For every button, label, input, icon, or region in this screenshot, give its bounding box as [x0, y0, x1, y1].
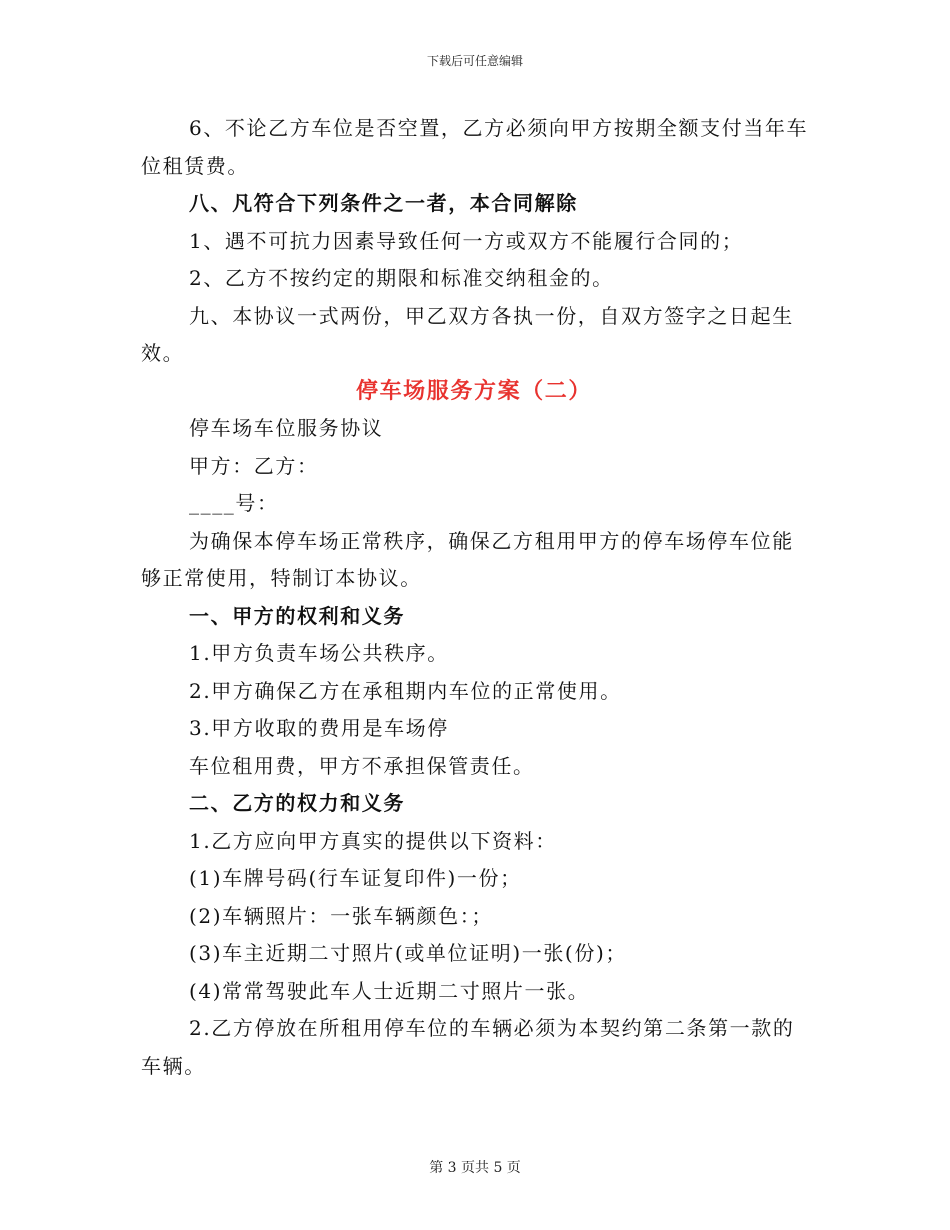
clause-6-line-1: 6、不论乙方车位是否空置，乙方必须向甲方按期全额支付当年车 [189, 116, 809, 140]
section-2-sub-4: (4)常常驾驶此车人士近期二寸照片一张。 [189, 978, 590, 1003]
section-1-item-3-cont: 车位租用费，甲方不承担保管责任。 [189, 753, 535, 778]
section-1-item-3: 3.甲方收取的费用是车场停 [189, 716, 449, 740]
section-2-sub-2: (2)车辆照片：一张车辆颜色：； [189, 903, 493, 928]
section-2-heading: 二、乙方的权力和义务 [189, 791, 405, 815]
document-body [141, 110, 807, 1085]
section-9-line-1: 九、本协议一式两份，甲乙双方各执一份，自双方签字之日起生 [189, 303, 794, 328]
number-line: ____号： [189, 491, 279, 515]
agreement-subtitle: 停车场车位服务协议 [189, 416, 384, 440]
page-footer: 第 3 页共 5 页 [429, 1160, 521, 1176]
section-2-item-2-line-1: 2.乙方停放在所租用停车位的车辆必须为本契约第二条第一款的 [189, 1016, 795, 1040]
section-8-heading: 八、凡符合下列条件之一者，本合同解除 [189, 191, 578, 215]
section-9-line-2: 效。 [141, 341, 185, 365]
section-2-item-2-line-2: 车辆。 [141, 1053, 206, 1078]
section-1-heading: 一、甲方的权利和义务 [189, 603, 405, 628]
page-header-note: 下载后可任意编辑 [426, 54, 523, 68]
parties-line: 甲方：乙方： [189, 453, 319, 478]
section-2-sub-1: (1)车牌号码(行车证复印件)一份； [189, 866, 522, 890]
intro-line-2: 够正常使用，特制订本协议。 [141, 566, 422, 590]
section-2-sub-3: (3)车主近期二寸照片(或单位证明)一张(份)； [189, 941, 627, 965]
section-1-item-2: 2.甲方确保乙方在承租期内车位的正常使用。 [189, 678, 622, 703]
document-title: 停车场服务方案（二） [355, 377, 592, 404]
intro-line-1: 为确保本停车场正常秩序，确保乙方租用甲方的停车场停车位能 [189, 528, 794, 553]
section-8-item-2: 2、乙方不按约定的期限和标准交纳租金的。 [189, 266, 614, 290]
clause-6-line-2: 位租赁费。 [141, 153, 249, 178]
section-1-item-1: 1.甲方负责车场公共秩序。 [189, 641, 449, 665]
section-8-item-1: 1、遇不可抗力因素导致任何一方或双方不能履行合同的； [189, 228, 744, 253]
section-2-item-1: 1.乙方应向甲方真实的提供以下资料： [189, 828, 557, 853]
